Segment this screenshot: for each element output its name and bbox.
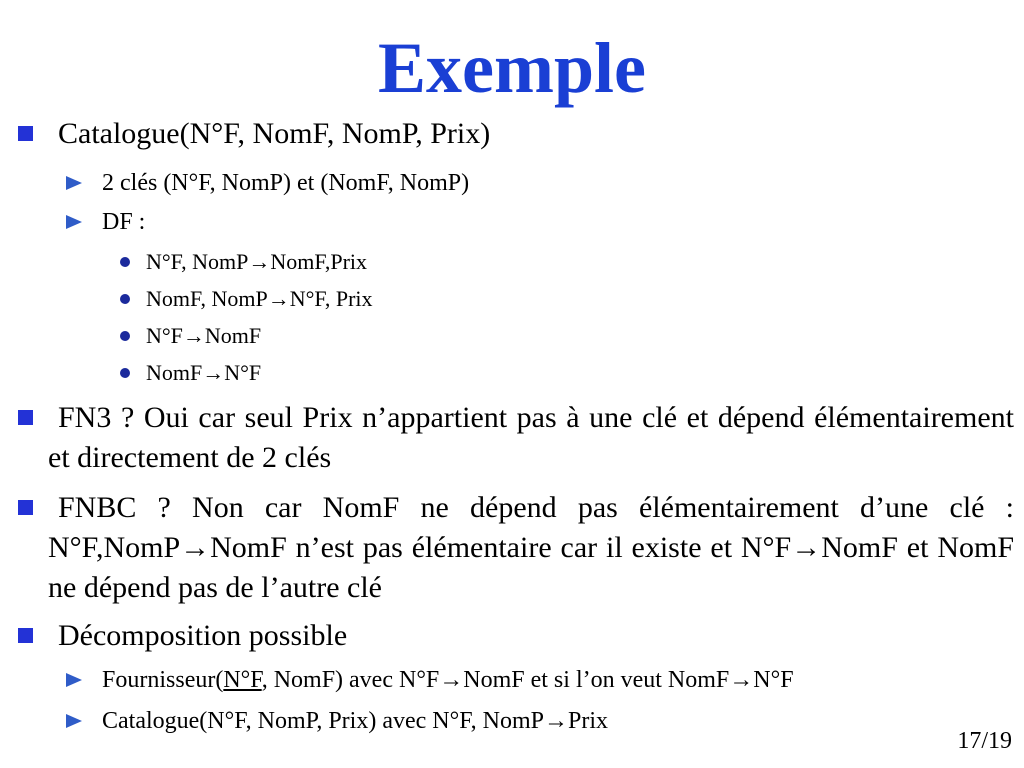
bullet-text-suffix: , NomF) avec N°F→NomF et si l’on veut NomF→N°F <box>261 667 794 693</box>
df-item <box>146 322 1014 350</box>
bullet-text: N°F→NomF <box>146 323 262 348</box>
bullet-text: 2 clés (N°F, NomP) et (NomF, NomP) <box>102 170 470 196</box>
bullet-text: FN3 ? Oui car seul Prix n’appartient pas à une clé et dépend élémentairement et directement de 2 clés <box>48 401 1014 474</box>
bullet-text: DF : <box>102 209 146 235</box>
df-item <box>146 359 1014 387</box>
sub-bullet-fournisseur <box>102 665 1014 695</box>
bullet-text: N°F, NomP→NomF,Prix <box>146 249 368 274</box>
slide-title: Exemple <box>378 28 646 108</box>
df-item <box>146 248 1014 276</box>
bullet-text: Décomposition possible <box>58 619 348 652</box>
triangle-bullet-icon <box>66 714 82 728</box>
triangle-bullet-icon <box>66 673 82 687</box>
bullet-text: NomF→N°F <box>146 360 262 385</box>
triangle-bullet-icon <box>66 176 82 190</box>
bullet-text: Catalogue(N°F, NomP, Prix) avec N°F, NomP→Prix <box>102 708 609 734</box>
square-bullet-icon <box>18 410 33 425</box>
underlined-key: N°F <box>223 667 262 693</box>
sub-bullet-catalogue <box>102 706 1014 736</box>
bullet-decomposition <box>48 616 1014 656</box>
dot-bullet-icon <box>120 294 130 304</box>
bullet-text: Catalogue(N°F, NomF, NomP, Prix) <box>58 117 491 150</box>
bullet-text-prefix: Fournisseur( <box>102 667 224 693</box>
square-bullet-icon <box>18 628 33 643</box>
bullet-text: NomF, NomP→N°F, Prix <box>146 286 373 311</box>
bullet-text: FNBC ? Non car NomF ne dépend pas élémentairement d’une clé : N°F,NomP→NomF n’est pas élémentaire car il existe et N°F→NomF et NomF ne dépend pas de l’autre clé <box>48 491 1014 604</box>
square-bullet-icon <box>18 126 33 141</box>
dot-bullet-icon <box>120 331 130 341</box>
df-item <box>146 285 1014 313</box>
bullet-fn3 <box>48 398 1014 478</box>
sub-bullet-keys <box>102 168 1014 198</box>
square-bullet-icon <box>18 500 33 515</box>
dot-bullet-icon <box>120 368 130 378</box>
bullet-catalogue <box>48 114 1014 154</box>
triangle-bullet-icon <box>66 215 82 229</box>
page-number: 17/19 <box>957 728 1012 754</box>
dot-bullet-icon <box>120 257 130 267</box>
bullet-fnbc <box>48 488 1014 608</box>
sub-bullet-df <box>102 207 1014 237</box>
